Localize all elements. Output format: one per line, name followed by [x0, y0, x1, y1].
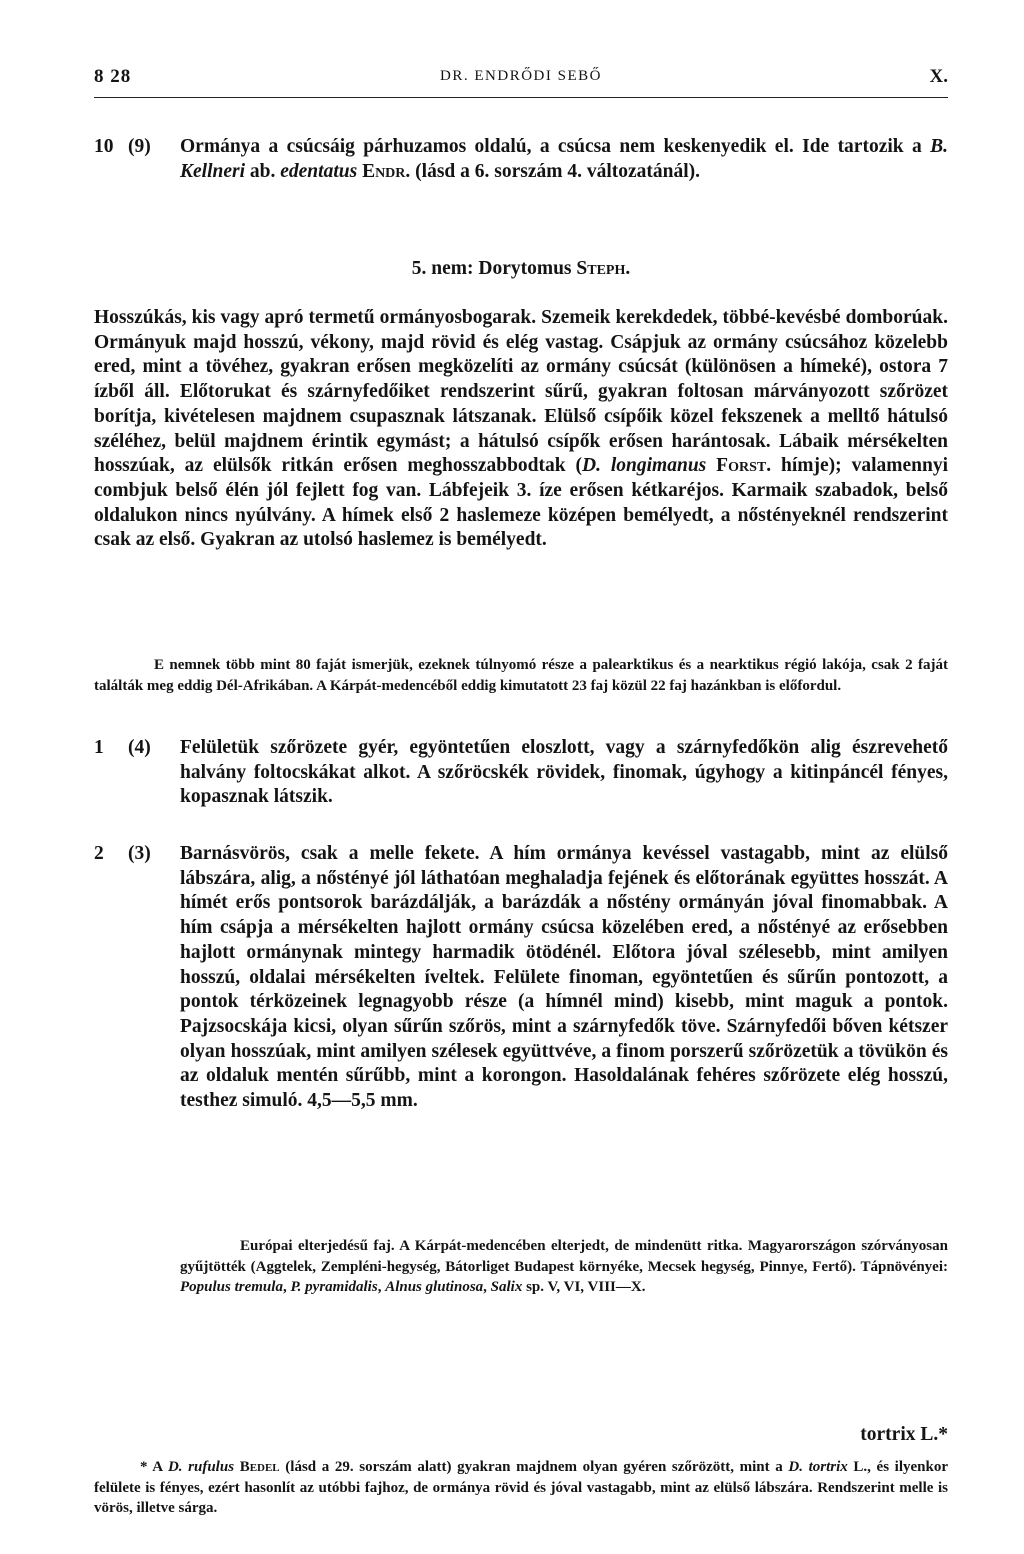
- genus-heading: 5. nem: Dorytomus Steph.: [411, 258, 631, 279]
- page-number: 8 28: [94, 66, 132, 87]
- key-entry-10: [94, 135, 948, 210]
- plant-name: Populus tremula: [180, 1279, 283, 1296]
- distribution-note: E nemnek több mint 80 faját ismerjük, ezeknek túlnyomó része a palearktikus és a nearktikus régió lakója, csak 2 faját találták meg eddig Dél-Afrikában. A Kárpát-medencéből eddig kimutatott 23 faj közül 22 faj hazánkban is előfordul.: [94, 657, 948, 694]
- entry-ref: (3): [128, 843, 151, 864]
- genus-description: Hosszúkás, kis vagy apró termetű ormányosbogarak. Szemeik kerekdedek, többé-kevésbé domborúak. Ormányuk majd hosszú, vékony, majd rövid és elég vastag. Csápjuk az ormány csúcsához közelebb ered, mint a tövéhez, gyakran erősen megközelíti az ormány csúcsát (különösen a hímeké), ostora 7 ízből áll. Előtorukat és szárnyfedőiket rendszerint sűrű, gyakran foltosan márványozott szőrözet borítja, kivételesen majdnem csupasznak látszanak. Elülső csípőik közel fekszenek a melltő hátulsó széléhez, belül majdnem érintik egymást; a hátulsó csípők erősen harántosak. Lábaik mérsékelten hosszúak, az elülsők ritkán erősen meghosszabbodtak (D. longimanus Forst. hímje); valamennyi combjuk belső élén jól fejlett fog van. Lábfejeik 3. íze erősen kétkaréjos. Karmaik szabadok, belső oldalukon nincs nyúlvány. A hímek első 2 haslemeze középen bemélyedt, a nőstényeknél rendszerint csak az első. Gyakran az utolsó haslemez is bemélyedt.: [94, 307, 948, 551]
- genus-name: Dorytomus: [478, 258, 572, 279]
- plant-name: Salix: [490, 1279, 523, 1296]
- taxon-name: D. rufulus: [167, 1459, 235, 1475]
- taxon-author: Forst.: [716, 455, 772, 477]
- entry-number: 1: [94, 737, 104, 758]
- taxon-author: Bedel: [239, 1459, 280, 1475]
- key-entry-2: [94, 842, 948, 1202]
- entry-text: Barnásvörös, csak a melle fekete. A hím ormánya kevéssel vastagabb, mint az elülső lábszára, alig, a nőstényé jól láthatóan meghaladja fejének és előtorának együttes hosszát. A hímét erős pontsorok barázdálják, a barázdák a nőstény ormányán jóval finomabbak. A hím csápja a mérsékelten hajlott ormány csúcsa közelében ered, a nőstényé az erősebben hajlott ormánynak mintegy harmadik ötödénél. Előtora jóval szélesebb, mint amilyen hosszú, oldalai mérsékelten íveltek. Felülete finoman, egyöntetűen és sűrűn pontozott, a pontok térközeinek legnagyobb része (a hímnél mind) kisebb, mint maguk a pontok. Pajzsocskája kicsi, olyan sűrűn szőrös, mint a szárnyfedők töve. Szárnyfedői bőven kétszer olyan hosszúak, mint amilyen szélesek együttvéve, a finom porszerű szőrözetük a tövükön és az oldaluk mentén sűrűbb, mint a korongon. Hasoldalának fehéres szőrözete elég hosszú, testhez simuló. 4,5—5,5 mm.: [180, 843, 948, 1112]
- species-note: Európai elterjedésű faj. A Kárpát-medencében elterjedt, de mindenütt ritka. Magyarországon szórványosan gyűjtötték (Aggtelek, Zempléni-hegység, Bátorliget Budapest környéke, Mecsek hegység, Pinnye, Fertő). Tápnövényei: Populus tremula, P. pyramidalis, Alnus glutinosa, Salix sp. V, VI, VIII—X.: [180, 1238, 948, 1296]
- key-entry-1: [94, 736, 948, 812]
- taxon-name: B. Kellneri: [180, 136, 948, 182]
- plant-name: P. pyramidalis: [290, 1279, 378, 1296]
- entry-number: 10: [94, 136, 114, 157]
- running-header: [94, 66, 948, 96]
- species-name: tortrix L.*: [860, 1424, 948, 1445]
- footnote: * A D. rufulus Bedel (lásd a 29. sorszám alatt) gyakran majdnem olyan gyéren szőrözött, mint a D. tortrix L., és ilyenkor felülete is fényes, ezért hasonlít az utóbbi fajhoz, de ormánya rövid és jóval vastagabb, mint az elülső lábszára. Rendszerint melle is vörös, illetve sárga.: [94, 1459, 949, 1517]
- entry-ref: (9): [128, 136, 151, 157]
- taxon-name: D. tortrix: [788, 1459, 848, 1475]
- running-author: DR. ENDRŐDI SEBŐ: [440, 68, 602, 84]
- plant-name: Alnus glutinosa: [385, 1279, 484, 1296]
- entry-text: Ormánya a csúcsáig párhuzamos oldalú, a csúcsa nem keskenyedik el. Ide tartozik a B. Kellneri ab. edentatus Endr. (lásd a 6. sorszám 4. változatánál).: [180, 136, 948, 182]
- entry-text: Felületük szőrözete gyér, egyöntetűen eloszlott, vagy a szárnyfedőkön alig észrevehető halvány foltocskákat alkot. A szőröcskék rövidek, finomak, úgyhogy a kitinpáncél fényes, kopasznak látszik.: [180, 737, 948, 808]
- volume-number: X.: [929, 66, 948, 87]
- genus-author: Steph.: [576, 258, 631, 279]
- taxon-author: Endr.: [362, 160, 411, 182]
- header-rule: [94, 97, 948, 98]
- taxon-name: edentatus: [280, 160, 358, 182]
- entry-number: 2: [94, 843, 104, 864]
- entry-ref: (4): [128, 737, 151, 758]
- taxon-name: D. longimanus: [582, 455, 707, 477]
